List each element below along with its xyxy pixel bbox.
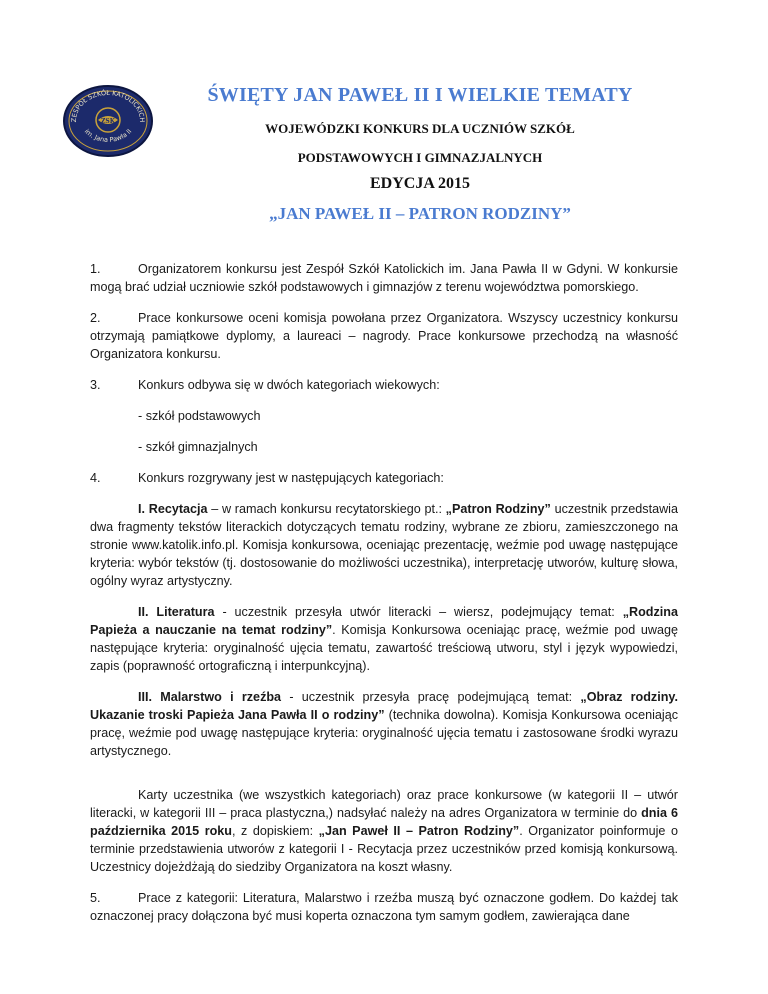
rule-5-number: 5. (90, 891, 101, 905)
school-logo (62, 84, 154, 158)
rule-5-text: Prace z kategorii: Literatura, Malarstwo i rzeźba muszą być oznaczone godłem. Do każdej tak oznaczonej pracy dołączona być musi koperta oznaczona tym samym godłem, zawierająca dane (90, 891, 678, 923)
rule-4-number: 4. (90, 471, 101, 485)
page-title: ŚWIĘTY JAN PAWEŁ II I WIELKIE TEMATY (207, 84, 633, 106)
rule-4 (90, 469, 678, 487)
category-3-label: III. Malarstwo i rzeźba (138, 690, 282, 704)
category-3-theme: „Obraz rodziny. Ukazanie troski Papieża Jana Pawła II o rodziny” (90, 690, 678, 722)
subtitle-line-1: WOJEWÓDZKI KONKURS DLA UCZNIÓW SZKÓŁ (265, 121, 575, 136)
age-category-primary: - szkół podstawowych (138, 409, 261, 423)
envelope-note: „Jan Paweł II – Patron Rodziny” (318, 824, 520, 838)
edition-label: EDYCJA 2015 (369, 175, 470, 192)
rule-5 (90, 889, 678, 925)
rule-1-text: Organizatorem konkursu jest Zespół Szkół Katolickich im. Jana Pawła II w Gdyni. W konkursie mogą brać udział uczniowie szkół podstawowych i gimnazjów z terenu województwa pomorskiego. (90, 262, 678, 294)
logo-letters: ZSK (101, 118, 115, 125)
category-art: III. Malarstwo i rzeźba - uczestnik przesyła pracę podejmującą temat: „Obraz rodziny. Ukazanie troski Papieża Jana Pawła II o rodziny” (technika dowolna). Komisja Konkursowa oceniając pracę, weźmie pod uwagę następujące kryteria: oryginalność ujęcia tematu i zastosowane środki wyrazu artystycznego. (90, 690, 678, 758)
category-recitation: I. Recytacja – w ramach konkursu recytatorskiego pt.: „Patron Rodziny” uczestnik przedstawia dwa fragmenty tekstów literackich dotyczących tematu rodziny, wybrane ze zbioru, zamieszczonego na stronie www.katolik.info.pl. Komisja konkursowa, oceniając prezentację, weźmie pod uwagę następujące kryteria: wybór tekstów (tj. dostosowanie do możliwości uczestnika), interpretację utworów, kulturę słowa, ogólny wyraz artystyczny. (90, 502, 678, 588)
rule-4-text: Konkurs rozgrywany jest w następujących kategoriach: (138, 471, 444, 485)
rule-3-text: Konkurs odbywa się w dwóch kategoriach wiekowych: (138, 378, 440, 392)
rule-2 (90, 309, 678, 363)
category-1-theme: „Patron Rodziny” (445, 502, 551, 516)
submission-info: Karty uczestnika (we wszystkich kategoriach) oraz prace konkursowe (w kategorii II – utwór literacki, w kategorii III – praca plastyczna,) nadsyłać należy na adres Organizatora w terminie do dnia 6 października 2015 roku, z dopiskiem: „Jan Paweł II – Patron Rodziny”. Organizator poinformuje o terminie przedstawienia utworów z kategorii I - Recytacja przez uczestników przed komisją konkursową. Uczestnicy dojeżdżają do siedziby Organizatora na koszt własny. (90, 788, 678, 874)
subtitle-line-2: PODSTAWOWYCH I GIMNAZJALNYCH (297, 150, 543, 165)
logo-text-bottom: im. Jana Pawła II (82, 127, 134, 144)
rules-body (90, 260, 678, 925)
rule-3-number: 3. (90, 378, 101, 392)
logo-text-top: ZESPÓŁ SZKÓŁ KATOLICKICH (69, 88, 147, 123)
rule-2-text: Prace konkursowe oceni komisja powołana przez Organizatora. Wszyscy uczestnicy konkursu otrzymają pamiątkowe dyplomy, a laureaci – nagrody. Prace konkursowe przechodzą na własność Organizatora konkursu. (90, 311, 678, 361)
category-literature: II. Literatura - uczestnik przesyła utwór literacki – wiersz, podejmujący temat: „Rodzina Papieża a nauczanie na temat rodziny”. Komisja Konkursowa oceniając pracę, weźmie pod uwagę następujące kryteria: oryginalność ujęcia tematu, zawartość treściową utworu, styl i język wypowiedzi, zapis (poprawność ortograficzną i interpunkcyjną). (90, 605, 679, 673)
deadline-date: dnia 6 października 2015 roku (90, 806, 678, 838)
rule-2-number: 2. (90, 311, 101, 325)
rule-1-number: 1. (90, 262, 101, 276)
category-2-label: II. Literatura (138, 605, 215, 619)
contest-motto: „JAN PAWEŁ II – PATRON RODZINY” (269, 204, 571, 223)
category-2-theme: „Rodzina Papieża a nauczanie na temat rodziny” (90, 605, 678, 637)
category-1-label: I. Recytacja (138, 502, 208, 516)
rule-1 (90, 260, 678, 296)
age-category-gymnasium: - szkół gimnazjalnych (138, 440, 258, 454)
rule-3 (90, 376, 678, 394)
